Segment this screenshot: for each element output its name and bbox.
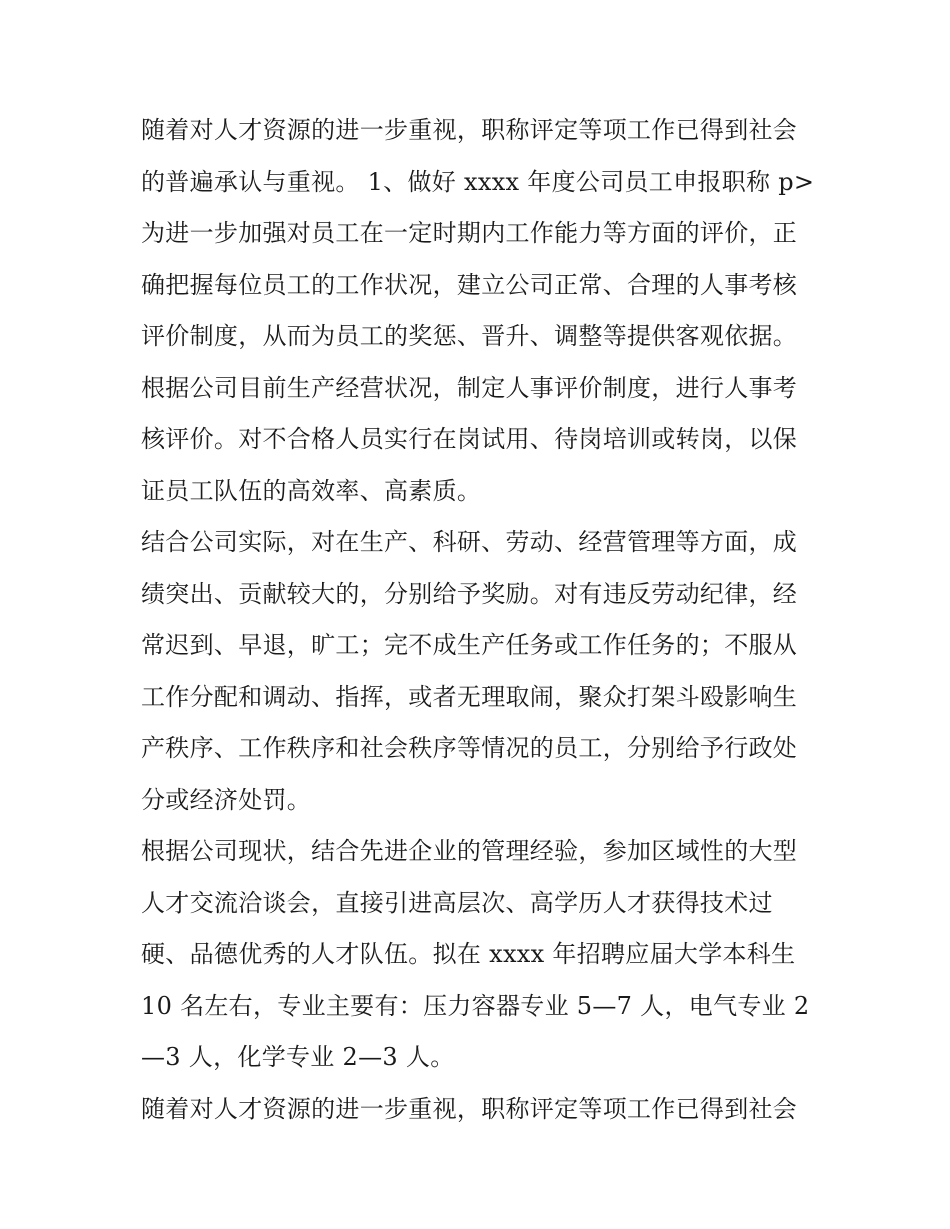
text-line: 分或经济处罚。	[141, 785, 312, 814]
text-line: 评价制度，从而为员工的奖惩、晋升、调整等提供客观依据。	[141, 322, 798, 350]
text-line: 工作分配和调动、指挥，或者无理取闹，聚众打架斗殴影响生	[141, 682, 798, 711]
text-line: 随着对人才资源的进一步重视，职称评定等项工作已得到社会	[141, 1094, 798, 1123]
text-line: 的普遍承认与重视。 1、做好 xxxx 年度公司员工申报职称 p>	[141, 167, 815, 196]
text-line: 常迟到、早退，旷工；完不成生产任务或工作任务的；不服从	[141, 631, 798, 659]
text-line: 产秩序、工作秩序和社会秩序等情况的员工，分别给予行政处	[141, 734, 798, 762]
text-line: —3 人，化学专业 2—3 人。	[141, 1043, 455, 1071]
text-line: 核评价。对不合格人员实行在岗试用、待岗培训或转岗，以保	[141, 425, 798, 453]
text-line: 为进一步加强对员工在一定时期内工作能力等方面的评价，正	[141, 219, 798, 247]
text-line: 确把握每位员工的工作状况，建立公司正常、合理的人事考核	[141, 270, 798, 299]
text-line: 10 名左右，专业主要有：压力容器专业 5—7 人，电气专业 2	[141, 991, 810, 1020]
text-line: 根据公司现状，结合先进企业的管理经验，参加区域性的大型	[141, 837, 798, 865]
text-line: 硬、品德优秀的人才队伍。拟在 xxxx 年招聘应届大学本科生	[141, 940, 796, 968]
text-line: 随着对人才资源的进一步重视，职称评定等项工作已得到社会	[141, 116, 798, 144]
text-line: 根据公司目前生产经营状况，制定人事评价制度，进行人事考	[141, 373, 798, 402]
text-line: 绩突出、贡献较大的，分别给予奖励。对有违反劳动纪律，经	[141, 579, 798, 608]
text-line: 结合公司实际，对在生产、科研、劳动、经营管理等方面，成	[141, 528, 798, 556]
text-line: 证员工队伍的高效率、高素质。	[141, 476, 482, 505]
body-text	[141, 105, 821, 1135]
text-line: 人才交流洽谈会，直接引进高层次、高学历人才获得技术过	[141, 888, 773, 917]
